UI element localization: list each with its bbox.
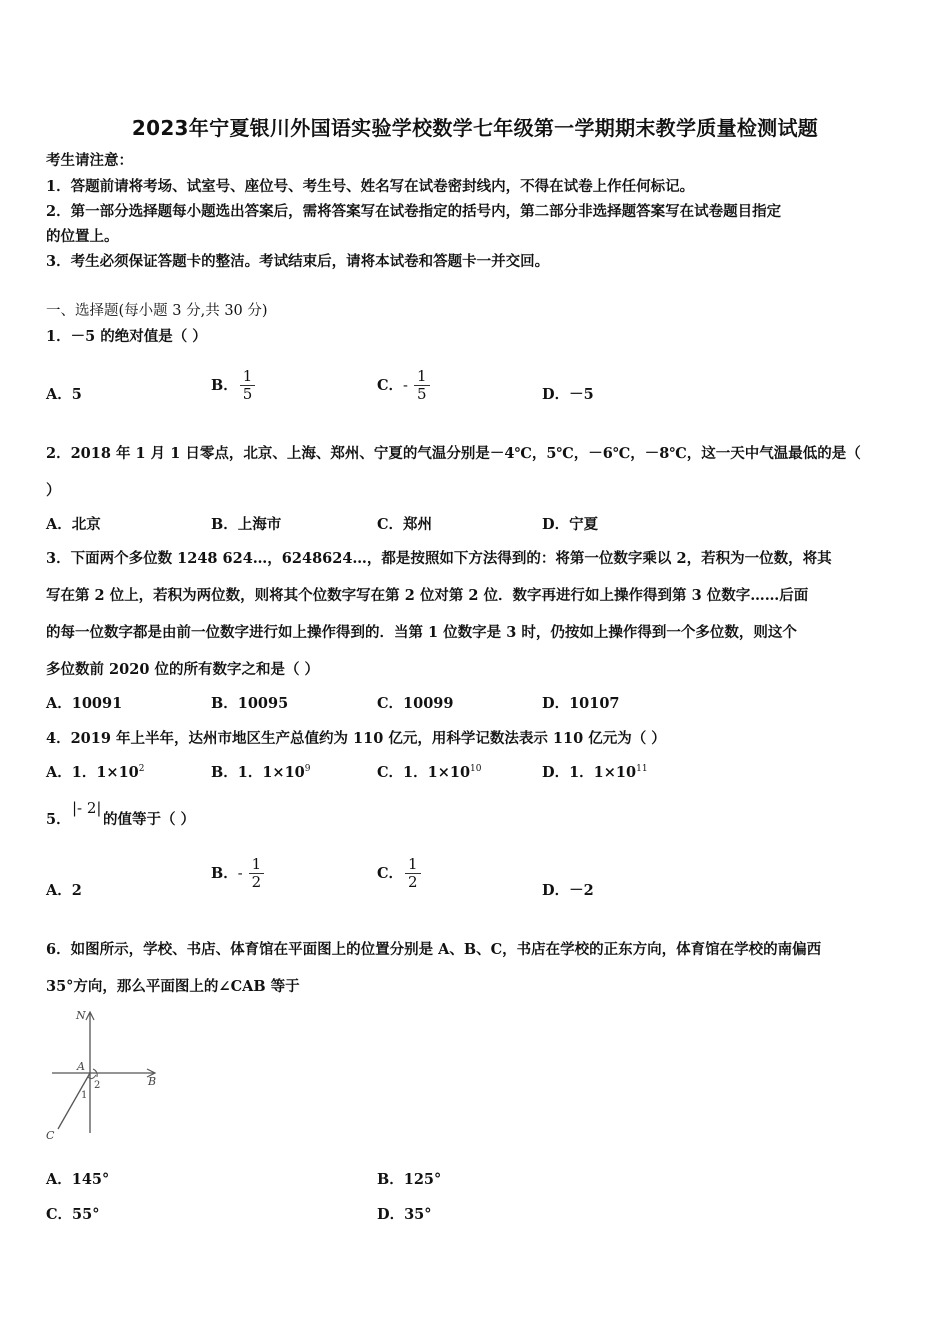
q3-option-b: B．10095: [211, 695, 289, 712]
q6-option-b: B．125°: [377, 1171, 442, 1188]
option-text: B．1．1×10: [211, 764, 305, 781]
option-label: C．: [377, 864, 404, 882]
q4-option-d: [542, 763, 648, 783]
q1-option-a: A．5: [46, 386, 82, 403]
page-title: 2023年宁夏银川外国语实验学校数学七年级第一学期期末教学质量检测试题: [131, 116, 819, 140]
fraction-numerator: 1: [405, 856, 421, 874]
q6-stem-line1: 6．如图所示，学校、书店、体育馆在平面图上的位置分别是 A、B、C，书店在学校的正东方向，体育馆在学校的南偏西: [46, 941, 822, 958]
fraction-numerator: 1: [414, 368, 430, 386]
notice-item-3: 3．考生必须保证答题卡的整洁。考试结束后，请将本试卷和答题卡一并交回。: [46, 253, 550, 270]
option-label: C．: [377, 376, 404, 394]
q5-option-d: D．－2: [542, 882, 594, 899]
q4-option-b: [211, 763, 311, 783]
fraction-denominator: 2: [408, 873, 418, 891]
ray-ac: [58, 1073, 90, 1129]
q2-option-d: D．宁夏: [542, 516, 599, 533]
q1-option-c: [377, 368, 432, 403]
q3-option-a: A．10091: [46, 695, 123, 712]
q2-option-a: A．北京: [46, 516, 101, 533]
section-heading: 一、选择题(每小题 3 分,共 30 分): [46, 303, 268, 319]
q3-stem-line2: 写在第 2 位上，若积为两位数，则将其个位数字写在第 2 位对第 2 位．数字再进行如上操作得到第 3 位数字……后面: [46, 587, 809, 604]
q1-option-d: D．－5: [542, 386, 594, 403]
fraction-numerator: 1: [249, 856, 265, 874]
fraction-denominator: 5: [242, 385, 253, 403]
fraction: [249, 856, 265, 891]
q6-option-d: D．35°: [377, 1206, 432, 1223]
q3-option-c: C．10099: [377, 695, 454, 712]
q2-stem-line1: 2．2018 年 1 月 1 日零点，北京、上海、郑州、宁夏的气温分别是－4℃，5℃，－6℃，－8℃，这一天中气温最低的是（: [46, 445, 861, 462]
fraction-denominator: 2: [251, 873, 262, 891]
exponent: 9: [304, 764, 311, 775]
option-text: A．1．1×10: [46, 764, 139, 781]
notice-item-2-cont: 的位置上。: [46, 228, 119, 245]
label-angle-1: 1: [81, 1090, 88, 1101]
fraction: [414, 368, 430, 403]
notice-item-2: 2．第一部分选择题每小题选出答案后，需将答案写在试卷指定的括号内，第二部分非选择题答案写在试卷题目指定: [46, 203, 782, 220]
q2-stem-line2: ）: [46, 482, 61, 499]
q1-stem: 1．－5 的绝对值是（ ）: [46, 328, 207, 345]
option-text: D．1．1×10: [542, 764, 637, 781]
label-c: C: [46, 1129, 55, 1142]
q4-stem: 4．2019 年上半年，达州市地区生产总值约为 110 亿元，用科学记数法表示 110 亿元为（ ）: [46, 730, 666, 747]
q2-option-b: B．上海市: [211, 516, 282, 533]
q5-number: 5．: [46, 811, 71, 828]
q5-absolute-value-expression: |- 2|: [72, 799, 102, 817]
q5-option-b: [211, 856, 266, 891]
label-a: A: [77, 1060, 85, 1073]
label-n: N: [76, 1009, 86, 1022]
q3-stem-line4: 多位数前 2020 位的所有数字之和是（ ）: [46, 661, 319, 678]
option-label: B．: [211, 864, 238, 882]
q3-stem-line3: 的每一位数字都是由前一位数字进行如上操作得到的．当第 1 位数字是 3 时，仍按如上操作得到一个多位数，则这个: [46, 624, 797, 641]
q6-option-a: A．145°: [46, 1171, 110, 1188]
q5-stem: 的值等于（ ）: [103, 811, 196, 828]
q4-option-c: [377, 763, 482, 783]
option-text: C．1．1×10: [377, 764, 471, 781]
notice-heading: 考生请注意：: [46, 152, 133, 169]
fraction: [405, 856, 421, 891]
label-angle-2: 2: [94, 1080, 101, 1091]
exponent: 2: [138, 764, 145, 775]
q5-option-a: A．2: [46, 882, 82, 899]
q1-option-b: [211, 368, 257, 403]
q6-stem-line2: 35°方向，那么平面图上的∠CAB 等于: [46, 978, 300, 995]
q5-option-c: [377, 856, 423, 891]
q3-stem-line1: 3．下面两个多位数 1248 624…，6248624…，都是按照如下方法得到的：将第一位数字乘以 2，若积为一位数，将其: [46, 550, 832, 567]
minus-sign: -: [403, 377, 408, 394]
q6-option-c: C．55°: [46, 1206, 100, 1223]
q3-option-d: D．10107: [542, 695, 620, 712]
q6-direction-figure: [40, 1005, 170, 1145]
fraction-denominator: 5: [416, 385, 427, 403]
fraction-numerator: 1: [240, 368, 256, 386]
exponent: 11: [636, 764, 648, 775]
notice-item-1: 1．答题前请将考场、试室号、座位号、考生号、姓名写在试卷密封线内，不得在试卷上作任何标记。: [46, 178, 695, 195]
fraction: [240, 368, 256, 403]
q4-option-a: [46, 763, 145, 783]
option-label: B．: [211, 376, 238, 394]
minus-sign: -: [237, 865, 243, 882]
q2-option-c: C．郑州: [377, 516, 433, 533]
label-b: B: [148, 1075, 157, 1088]
exponent: 10: [470, 764, 482, 775]
